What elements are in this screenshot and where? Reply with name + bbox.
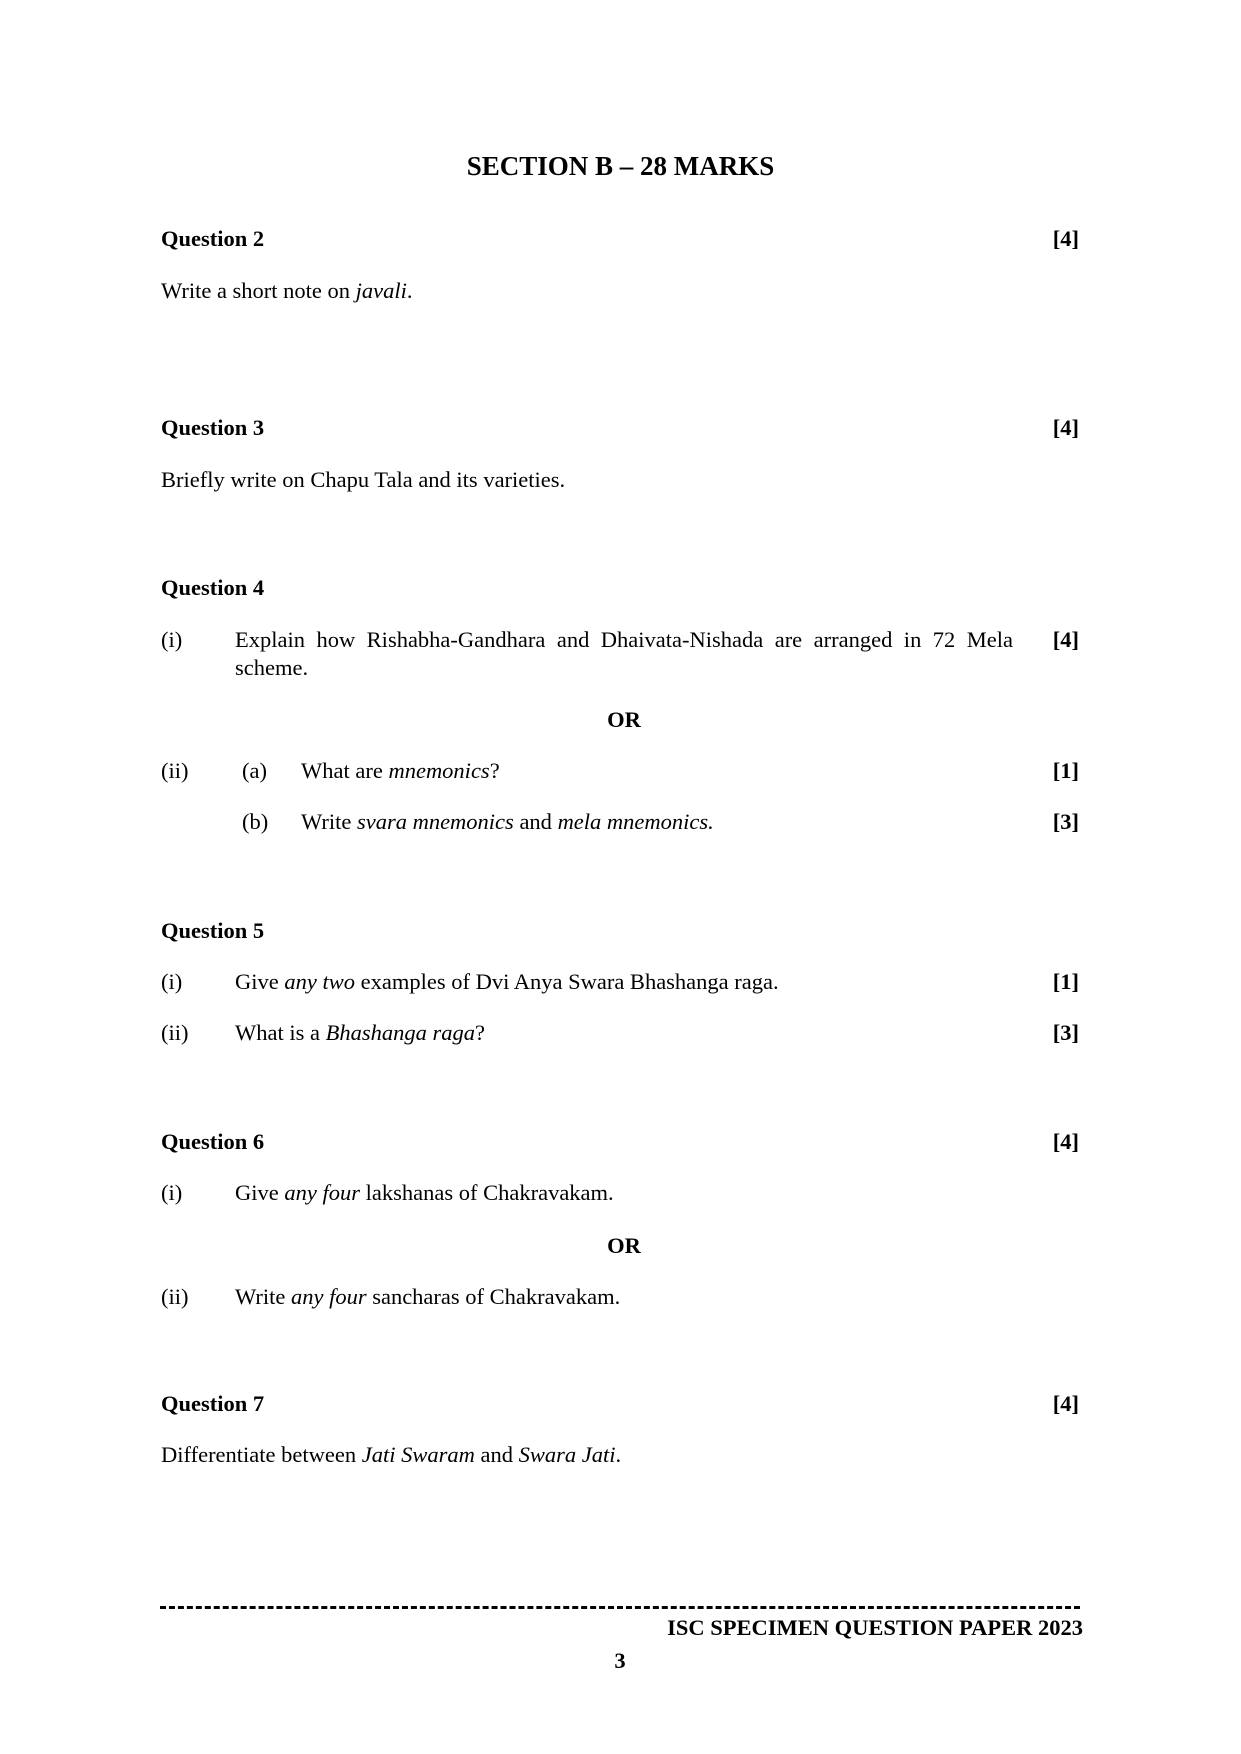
question-4-b-text — [301, 808, 714, 836]
text-segment: Write — [301, 809, 357, 834]
question-4-ii-number: (ii) — [161, 758, 189, 783]
question-5-ii-number: (ii) — [161, 1020, 189, 1045]
question-2-marks: [4] — [1052, 226, 1079, 251]
question-6-i-text — [235, 1179, 614, 1207]
question-5-ii-marks: [3] — [1052, 1020, 1079, 1045]
text-segment: Write — [235, 1284, 291, 1309]
text-segment: Give — [235, 969, 285, 994]
footer-divider — [160, 1606, 1080, 1609]
question-4-or: OR — [607, 707, 641, 732]
text-segment-italic: mnemonics — [388, 758, 490, 783]
question-5-i-number: (i) — [161, 969, 183, 994]
question-4-a-number: (a) — [242, 758, 267, 783]
question-4-a-text — [301, 757, 500, 785]
section-title: SECTION B – 28 MARKS — [466, 151, 775, 181]
question-4-i-number: (i) — [161, 627, 183, 652]
text-segment-italic: Jati Swaram — [361, 1442, 475, 1467]
question-4-title: Question 4 — [161, 575, 265, 600]
question-2-title: Question 2 — [161, 226, 265, 251]
text-segment: Differentiate between — [161, 1442, 362, 1467]
text-segment: and — [513, 809, 558, 834]
question-4-i-text: Explain how Rishabha-Gandhara and Dhaivata-Nishada are arranged in 72 Mela scheme. — [235, 627, 1013, 681]
text-segment: What is a — [235, 1020, 326, 1045]
question-6-ii-number: (ii) — [161, 1284, 189, 1309]
question-5-title: Question 5 — [161, 918, 265, 943]
text-segment: . — [615, 1442, 622, 1467]
text-segment-italic: any two — [284, 969, 355, 994]
question-6-marks: [4] — [1052, 1129, 1079, 1154]
question-5-ii-text — [235, 1019, 485, 1047]
question-2-text — [161, 277, 413, 305]
text-segment: lakshanas of Chakravakam. — [360, 1180, 614, 1205]
text-segment-italic: mela mnemonics. — [557, 809, 714, 834]
question-4-i-marks: [4] — [1052, 627, 1079, 652]
question-6-ii-text — [235, 1283, 620, 1311]
text-segment-italic: any four — [284, 1180, 360, 1205]
text-segment: sancharas of Chakravakam. — [366, 1284, 621, 1309]
question-7-text — [161, 1441, 621, 1469]
question-4-b-marks: [3] — [1052, 809, 1079, 834]
footer-title: ISC SPECIMEN QUESTION PAPER 2023 — [667, 1615, 1083, 1640]
question-5-i-text — [235, 968, 779, 996]
question-7-title: Question 7 — [161, 1391, 265, 1416]
text-segment-italic: javali — [355, 278, 407, 303]
text-segment: What are — [301, 758, 389, 783]
text-segment-italic: Bhashanga raga — [325, 1020, 475, 1045]
text-segment: ? — [489, 758, 500, 783]
question-7-marks: [4] — [1052, 1391, 1079, 1416]
text-segment: . — [406, 278, 413, 303]
question-3-title: Question 3 — [161, 415, 265, 440]
question-6-or: OR — [607, 1233, 641, 1258]
text-segment: ? — [474, 1020, 485, 1045]
question-3-text: Briefly write on Chapu Tala and its varieties. — [161, 467, 566, 492]
question-6-i-number: (i) — [161, 1180, 183, 1205]
text-segment-italic: any four — [290, 1284, 367, 1309]
text-segment: Give — [235, 1180, 285, 1205]
question-4-a-marks: [1] — [1052, 758, 1079, 783]
question-4-b-number: (b) — [242, 809, 269, 834]
text-segment: and — [474, 1442, 519, 1467]
question-5-i-marks: [1] — [1052, 969, 1079, 994]
question-6-title: Question 6 — [161, 1129, 265, 1154]
text-segment-italic: svara mnemonics — [356, 809, 514, 834]
text-segment: Write a short note on — [161, 278, 356, 303]
question-3-marks: [4] — [1052, 415, 1079, 440]
page-number: 3 — [614, 1648, 626, 1673]
text-segment: examples of Dvi Anya Swara Bhashanga raga. — [355, 969, 779, 994]
text-segment-italic: Swara Jati — [518, 1442, 616, 1467]
